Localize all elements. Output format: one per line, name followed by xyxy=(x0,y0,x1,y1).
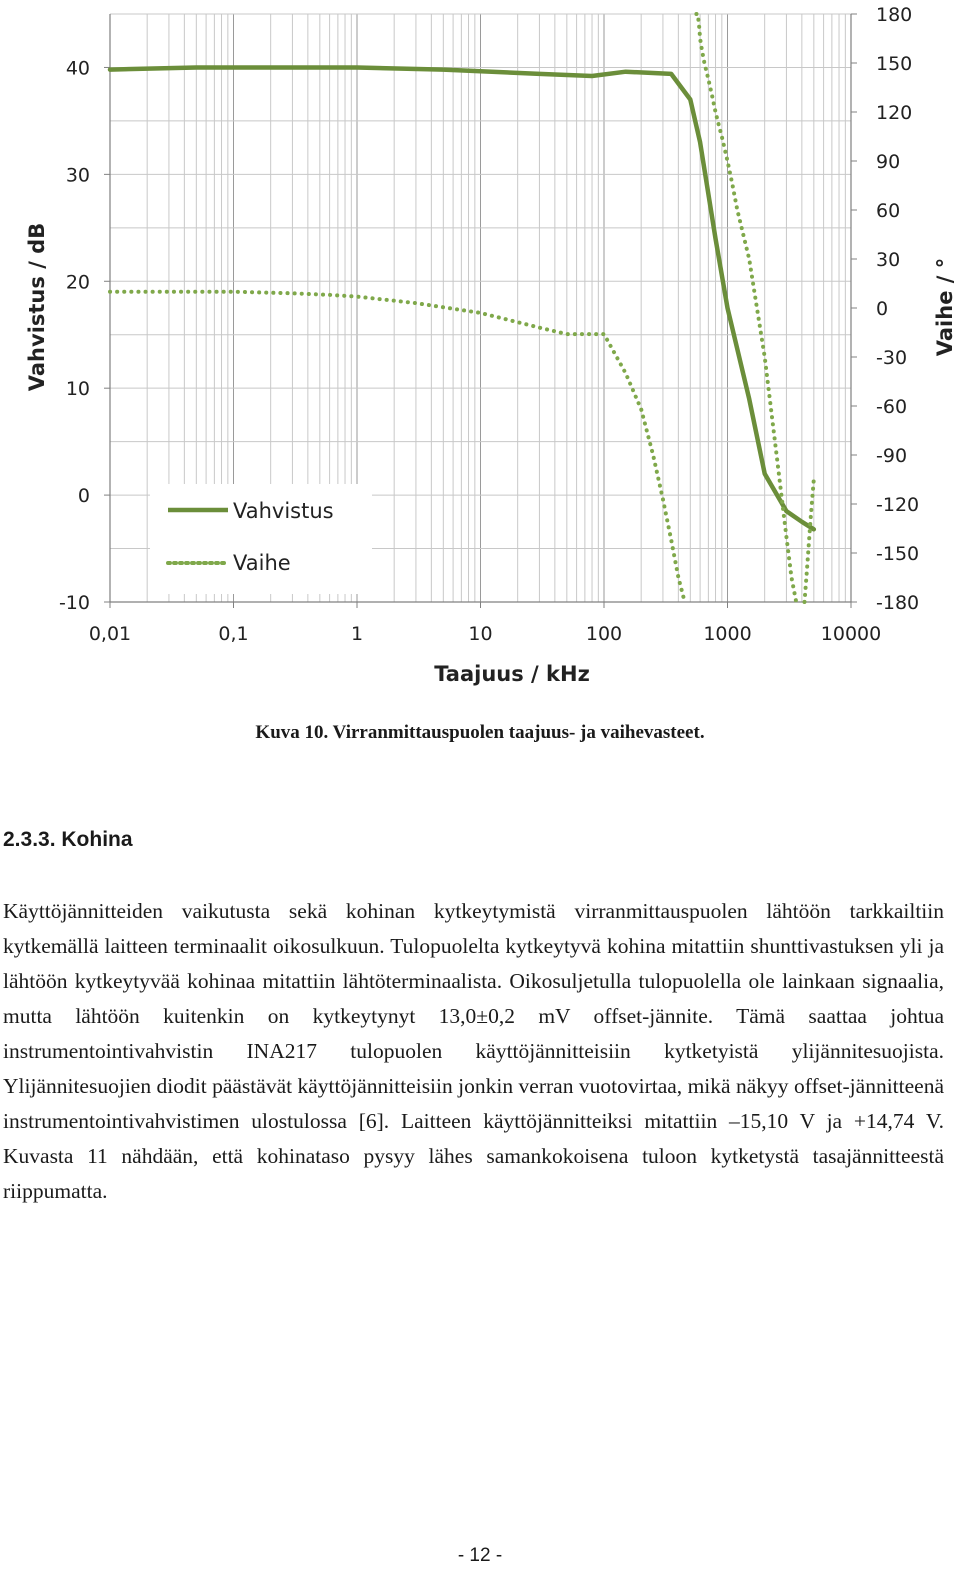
chart-legend xyxy=(150,484,372,594)
y2-tick-label: -120 xyxy=(876,494,920,516)
x-tick-label: 10000 xyxy=(820,623,882,645)
y-tick-label: 20 xyxy=(65,271,90,294)
body-paragraph: Käyttöjännitteiden vaikutusta sekä kohinan kytkeytymistä virranmittauspuolen lähtöön tarkkailtiin kytkemällä laitteen terminaalit oikosulkuun. Tulopuolelta kytkeytyvä kohina mitattiin shunttivastuksen yli ja lähtöön kytkeytyvää kohinaa mitattiin lähtöterminaalista. Oikosuljetulla tulopuolella ole lainkaan signaalia, mutta lähtöön kuitenkin on kytkeytynyt 13,0±0,2 mV offset-jännite. Tämä saattaa johtua instrumentointivahvistin INA217 tulopuolen käyttöjännitteisiin kytketyistä ylijännitesuojista. Ylijännitesuojien diodit päästävät käyttöjännitteisiin jonkin verran vuotovirtaa, mikä näkyy offset-jännitteenä instrumentointivahvistimen ulostulossa [6]. Laitteen käyttöjännitteiksi mitattiin –15,10 V ja +14,74 V. Kuvasta 11 nähdään, että kohinataso pysyy lähes samankokoisena tuloon kytketystä tasajännitteestä riippumatta. xyxy=(3,899,944,1203)
x-tick-label: 1 xyxy=(350,623,364,645)
y2-tick-label: 90 xyxy=(876,151,901,173)
legend-label-vahvistus: Vahvistus xyxy=(233,499,334,523)
y2-tick-label: -180 xyxy=(876,592,920,614)
x-tick-label: 0,1 xyxy=(218,623,249,645)
section-heading: 2.3.3. Kohina xyxy=(3,828,133,851)
y2-tick-label: -30 xyxy=(876,347,908,369)
figure-caption: Kuva 10. Virranmittauspuolen taajuus- ja vaihevasteet. xyxy=(255,722,705,743)
frequency-response-chart xyxy=(0,0,960,700)
x-tick-label: 10 xyxy=(468,623,493,645)
y2-tick-label: -60 xyxy=(876,396,908,418)
series-line-vaihe xyxy=(805,480,814,603)
y-tick-label: -10 xyxy=(58,592,90,614)
y-axis-label: Vahvistus / dB xyxy=(25,222,49,392)
y-tick-label: 30 xyxy=(65,164,90,187)
y2-tick-label: 150 xyxy=(876,53,913,75)
y2-tick-label: 30 xyxy=(876,249,901,271)
y2-tick-label: 60 xyxy=(876,200,901,222)
y2-tick-label: 180 xyxy=(876,4,913,26)
x-tick-label: 1000 xyxy=(703,623,752,645)
y2-tick-label: 120 xyxy=(876,102,913,124)
y-tick-label: 0 xyxy=(77,485,90,508)
y2-axis-label: Vaihe / ° xyxy=(933,257,957,357)
x-tick-label: 100 xyxy=(585,623,623,645)
y-tick-label: 40 xyxy=(65,57,90,80)
series-line-vaihe xyxy=(696,14,796,602)
y2-tick-label: -90 xyxy=(876,445,908,467)
page-number: - 12 - xyxy=(457,1545,503,1566)
x-tick-label: 0,01 xyxy=(88,623,132,645)
y2-tick-label: -150 xyxy=(876,543,920,565)
y-tick-label: 10 xyxy=(65,378,90,401)
x-axis-label: Taajuus / kHz xyxy=(434,662,590,686)
legend-label-vaihe: Vaihe xyxy=(233,551,291,575)
y2-tick-label: 0 xyxy=(876,298,889,320)
